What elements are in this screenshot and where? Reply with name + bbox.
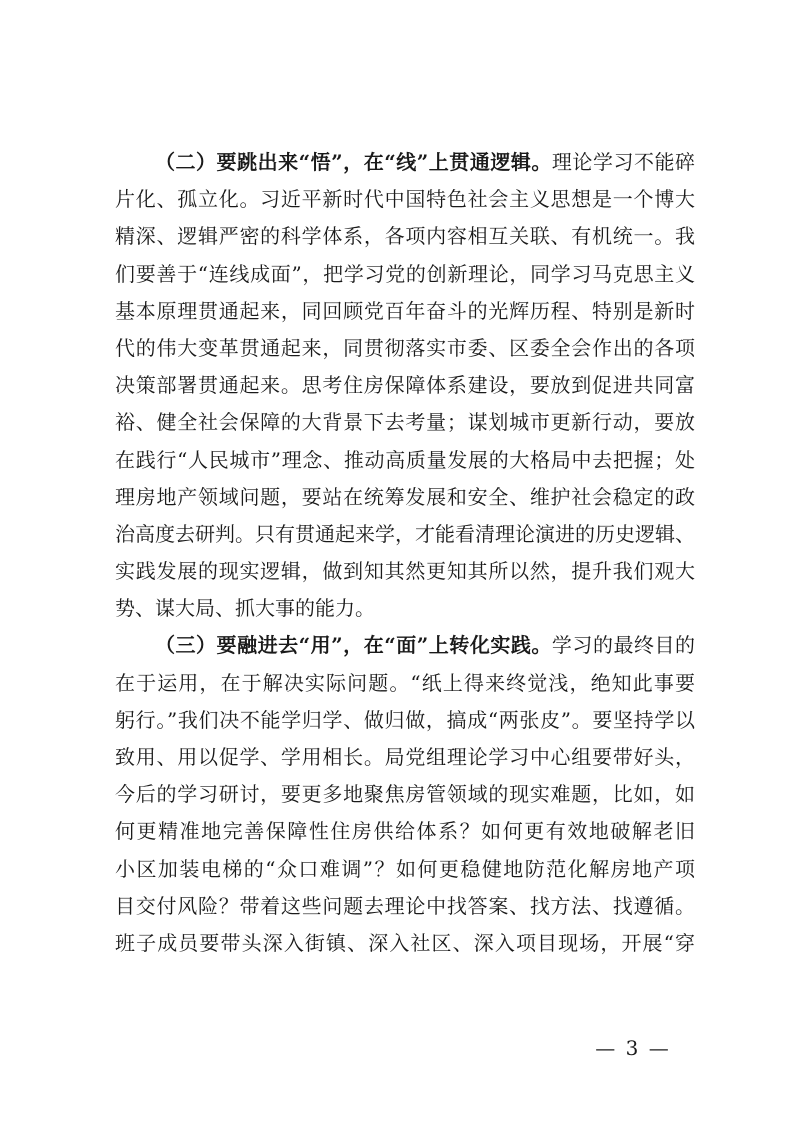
section-2-first-line-text: 理论学习不能碎 xyxy=(551,150,695,174)
section-2-line: 理房地产领域问题，要站在统筹发展和安全、维护社会稳定的政 xyxy=(115,484,695,509)
section-2-line: 在践行“人民城市”理念、推动高质量发展的大格局中去把握；处 xyxy=(115,447,695,472)
section-3-line: 目交付风险？带着这些问题去理论中找答案、找方法、找遵循。 xyxy=(115,893,695,918)
section-2-line: 精深、逻辑严密的科学体系，各项内容相互关联、有机统一。我 xyxy=(115,224,695,249)
section-2-line: 治高度去研判。只有贯通起来学，才能看清理论演进的历史逻辑、 xyxy=(115,521,695,546)
section-2-heading: （二）要跳出来“悟”，在“线”上贯通逻辑。 xyxy=(155,150,552,174)
section-2-line: 势、谋大局、抓大事的能力。 xyxy=(115,596,375,621)
section-2-line: 决策部署贯通起来。思考住房保障体系建设，要放到促进共同富 xyxy=(115,373,695,398)
section-2-line: 裕、健全社会保障的大背景下去考量；谋划城市更新行动，要放 xyxy=(115,410,695,435)
section-3-line: 今后的学习研讨，要更多地聚焦房管领域的现实难题，比如，如 xyxy=(115,782,695,807)
section-3-line: 在于运用，在于解决实际问题。“纸上得来终觉浅，绝知此事要 xyxy=(115,670,695,695)
section-2-line: 代的伟大变革贯通起来，同贯彻落实市委、区委全会作出的各项 xyxy=(115,335,695,360)
section-3-line: 致用、用以促学、学用相长。局党组理论学习中心组要带好头， xyxy=(115,745,695,769)
page-number: — 3 — xyxy=(595,1036,671,1060)
section-2-line: 片化、孤立化。习近平新时代中国特色社会主义思想是一个博大 xyxy=(115,187,695,212)
section-3-first-line xyxy=(115,627,695,664)
section-2-line: 基本原理贯通起来，同回顾党百年奋斗的光辉历程、特别是新时 xyxy=(115,298,695,323)
section-2-first-line xyxy=(115,144,695,181)
section-3-line: 小区加装电梯的“众口难调”？如何更稳健地防范化解房地产项 xyxy=(115,856,695,881)
body-text xyxy=(115,144,695,962)
section-3-line: 躬行。”我们决不能学归学、做归做，搞成“两张皮”。要坚持学以 xyxy=(115,707,695,732)
section-2-line: 实践发展的现实逻辑，做到知其然更知其所以然，提升我们观大 xyxy=(115,559,695,584)
section-3-line: 班子成员要带头深入街镇、深入社区、深入项目现场，开展“穿 xyxy=(115,930,695,955)
section-3-first-line-text: 学习的最终目的 xyxy=(551,633,695,658)
section-3-heading: （三）要融进去“用”，在“面”上转化实践。 xyxy=(155,633,552,658)
section-3-line: 何更精准地完善保障性住房供给体系？如何更有效地破解老旧 xyxy=(115,819,695,844)
section-2-line: 们要善于“连线成面”，把学习党的创新理论，同学习马克思主义 xyxy=(115,261,695,286)
